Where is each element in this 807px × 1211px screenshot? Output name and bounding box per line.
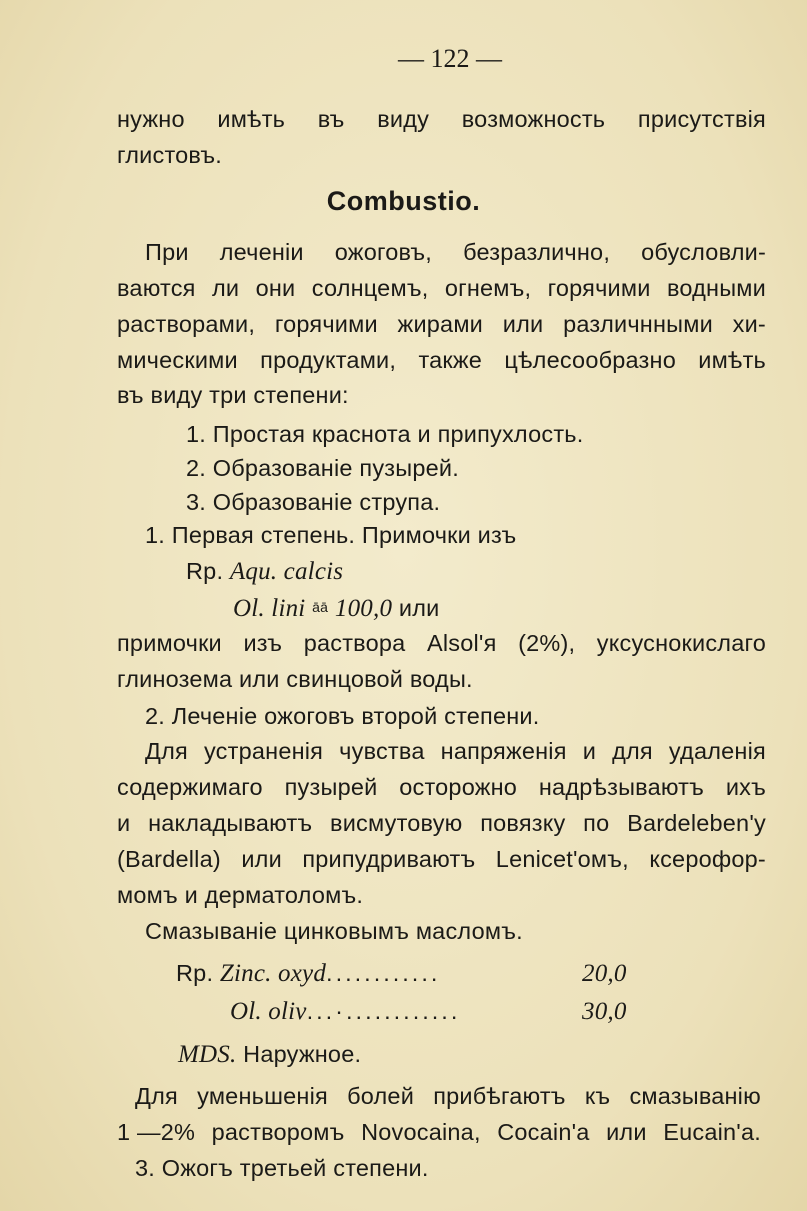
word: уменьшенія	[197, 1083, 328, 1109]
word: безразлично,	[463, 239, 611, 265]
degree-1-heading: 1. Первая степень. Примочки изъ	[145, 522, 517, 548]
word: леченіи	[219, 239, 304, 265]
degree-2-heading: 2. Леченіе ожоговъ второй степени.	[145, 703, 540, 729]
word: уксуснокислаго	[596, 630, 766, 656]
text-line-12	[117, 808, 766, 838]
word: Novocaina,	[361, 1119, 481, 1145]
word: (Bardella)	[117, 846, 221, 872]
aa-mark: āā	[312, 599, 329, 615]
text-line-2: глистовъ.	[117, 142, 222, 168]
text-line-4	[117, 273, 766, 303]
word: напряженія	[440, 738, 567, 764]
text-line-17	[117, 1117, 761, 1147]
word: висмутовую	[330, 810, 463, 836]
word: къ	[584, 1083, 611, 1109]
word: возможность	[461, 106, 606, 132]
list-item-2: 2. Образованіе пузырей.	[186, 455, 459, 481]
word: различнными	[563, 311, 713, 337]
word: ли	[211, 275, 240, 301]
word: имѣть	[698, 347, 766, 373]
text-line-10	[145, 736, 766, 766]
rx-line-1	[176, 958, 440, 989]
word: смазыванію	[629, 1083, 761, 1109]
word: мическими	[117, 347, 238, 373]
word: по	[583, 810, 610, 836]
page-number: — 122 —	[398, 44, 502, 73]
word: или	[502, 311, 544, 337]
drug-name: Ol. oliv	[230, 998, 307, 1025]
word: или	[241, 846, 282, 872]
drug-amount: 100,0	[334, 595, 393, 622]
rx-amount-2: 30,0	[582, 998, 627, 1025]
word: ваются	[117, 275, 196, 301]
drug-name: Ol. lini	[233, 595, 306, 622]
word: присутствія	[637, 106, 766, 132]
word: надрѣзываютъ	[538, 774, 705, 800]
word: ихъ	[725, 774, 766, 800]
word: (2%),	[518, 630, 576, 656]
word: накладываютъ	[148, 810, 313, 836]
dot-leader: ...·............	[306, 998, 461, 1024]
word: содержимаго	[117, 774, 263, 800]
word: ксерофор-	[649, 846, 766, 872]
text-line-14: момъ и дерматоломъ.	[117, 882, 364, 908]
text-line-11	[117, 772, 766, 802]
word: Для	[135, 1083, 178, 1109]
text-line-6	[117, 345, 766, 375]
word: раствора	[303, 630, 406, 656]
word: Alsol'я	[426, 630, 497, 656]
word: имѣть	[217, 106, 286, 132]
word: болей	[347, 1083, 415, 1109]
word: растворомъ	[211, 1119, 345, 1145]
mds-label: MDS.	[178, 1041, 237, 1068]
word: устраненія	[204, 738, 324, 764]
text-line-5	[117, 309, 766, 339]
mds-text: Наружное.	[243, 1041, 362, 1067]
word: изъ	[243, 630, 283, 656]
word: огнемъ,	[444, 275, 532, 301]
text-line-13	[117, 844, 766, 874]
text-line-7: въ виду три степени:	[117, 382, 349, 408]
word: осторожно	[399, 774, 518, 800]
word: примочки	[117, 630, 222, 656]
section-heading: Combustio.	[326, 186, 481, 216]
word: и	[117, 810, 131, 836]
word: При	[145, 239, 189, 265]
text-line-16	[135, 1081, 761, 1111]
word: повязку	[480, 810, 566, 836]
word: виду	[377, 106, 430, 132]
word: ожоговъ,	[334, 239, 433, 265]
word: жирами	[397, 311, 484, 337]
word: 1 —2%	[117, 1119, 196, 1145]
word: Cocain'a	[497, 1119, 590, 1145]
text-line-1	[117, 104, 766, 134]
rx-amount-1: 20,0	[582, 960, 627, 987]
text-line-15: Смазываніе цинковымъ масломъ.	[145, 918, 523, 944]
word: также	[418, 347, 483, 373]
dot-leader: ............	[326, 960, 441, 986]
word: Для	[145, 738, 188, 764]
word: или	[398, 595, 440, 621]
word: водными	[666, 275, 766, 301]
rp-label: Rp.	[186, 558, 224, 584]
word: цѣлесообразно	[504, 347, 676, 373]
degree-3-heading: 3. Ожогъ третьей степени.	[135, 1155, 429, 1181]
text-line-9: глинозема или свинцовой воды.	[117, 666, 473, 692]
recipe-line-2	[233, 592, 439, 624]
word: продуктами,	[260, 347, 397, 373]
drug-name: Aqu. calcis	[229, 558, 344, 585]
word: припудриваютъ	[302, 846, 476, 872]
mds-line	[178, 1039, 361, 1070]
word: Bardeleben'у	[627, 810, 766, 836]
word: и	[582, 738, 597, 764]
word: Lenicet'омъ,	[495, 846, 629, 872]
word: въ	[317, 106, 345, 132]
word: пузырей	[284, 774, 378, 800]
text-line-3	[145, 237, 766, 267]
list-item-3: 3. Образованіе струпа.	[186, 489, 441, 515]
word: хи-	[732, 311, 766, 337]
list-item-1: 1. Простая краснота и припухлость.	[186, 421, 584, 447]
text-line-8	[117, 628, 766, 658]
word: Eucain'a.	[663, 1119, 761, 1145]
word: нужно	[117, 106, 185, 132]
word: чувства	[339, 738, 425, 764]
word: горячими	[274, 311, 378, 337]
word: горячими	[547, 275, 651, 301]
word: солнцемъ,	[311, 275, 429, 301]
recipe-line-1	[186, 556, 343, 587]
drug-name: Zinc. oxyd	[219, 960, 327, 987]
word: или	[606, 1119, 647, 1145]
rx-line-2	[230, 996, 460, 1027]
word: они	[255, 275, 296, 301]
rp-label: Rp.	[176, 960, 214, 986]
word: обусловли-	[641, 239, 766, 265]
word: для	[612, 738, 653, 764]
word: удаленія	[668, 738, 766, 764]
word: прибѣгаютъ	[433, 1083, 566, 1109]
word: растворами,	[117, 311, 256, 337]
